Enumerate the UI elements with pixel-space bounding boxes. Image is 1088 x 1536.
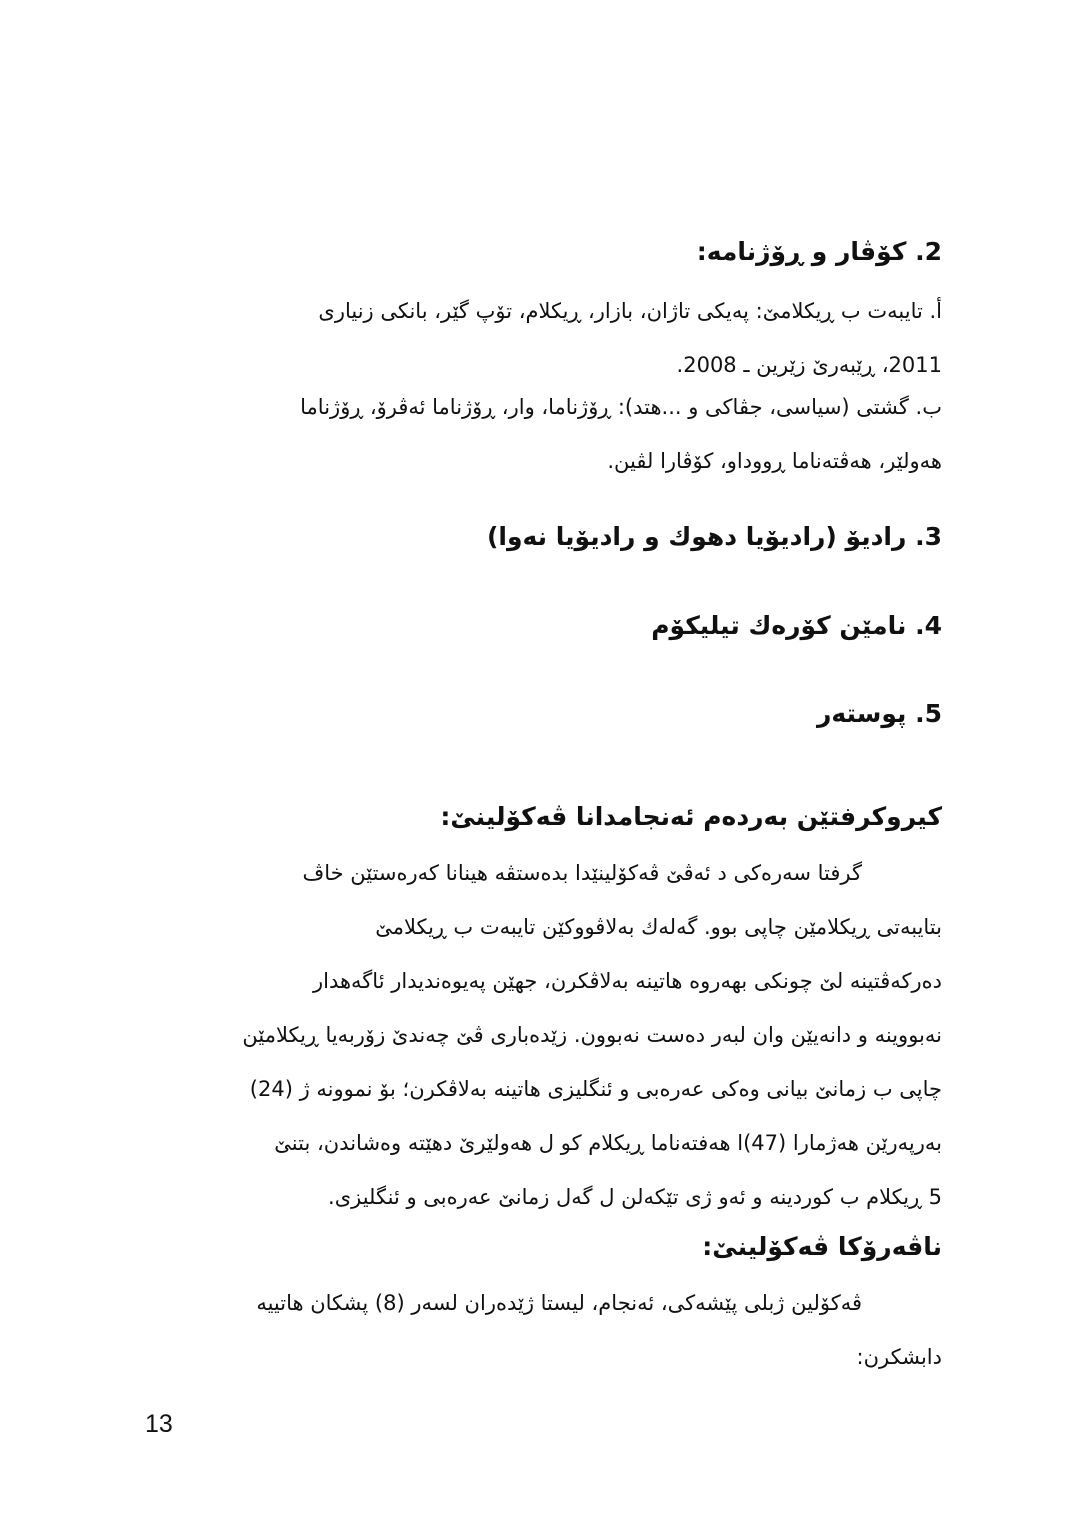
paragraph-line: چاپی ب زمانێ بیانی وەكی عەرەبی و ئنگلیزی هاتینە بەلاڤكرن؛ بۆ نموونە ژ (24) — [249, 1077, 942, 1101]
paragraph-line: گرفتا سەرەكی د ئەڤێ ڤەكۆلینێدا بدەستڤە هینانا كەرەستێن خاڤ — [302, 861, 862, 885]
section-4-heading: 4. نامێن كۆرەك تیلیكۆم — [651, 611, 942, 640]
item-a-line: أ. تایبەت ب ڕیکلامێ: پەیکی تاژان، بازار، ڕیکلام، تۆپ گێر، بانکی زنیاری — [318, 299, 942, 323]
item-a-line: 2011، ڕێبەرێ زێرین ـ 2008. — [676, 353, 942, 377]
structure-heading: ناڤەرۆكا ڤەكۆلینێ: — [702, 1232, 942, 1261]
section-2-item-a — [146, 284, 942, 392]
section-3-heading: 3. رادیۆ (رادیۆیا دهوك و رادیۆیا نەوا) — [486, 522, 942, 551]
section-2-heading: 2. كۆڤار و ڕۆژنامە: — [696, 237, 942, 266]
section-5-heading: 5. پوستەر — [816, 699, 942, 728]
item-b-line: ب. گشتی (سیاسی، جڤاکی و ...هتد): ڕۆژناما، وار، ڕۆژناما ئەڤرۆ، ڕۆژناما — [300, 395, 942, 419]
paragraph-line: بەرپەرێن هەژمارا (47)ا هەفتەناما ڕیكلام كو ل هەولێرێ دهێتە وەشاندن، بتنێ — [274, 1131, 942, 1155]
paragraph-line: 5 ڕیكلام ب كوردینە و ئەو ژی تێكەلن ل گەل زمانێ عەرەبی و ئنگلیزی. — [328, 1185, 942, 1209]
item-b-line: هەولێر، هەڤتەناما ڕووداو، کۆڤارا لڤین. — [607, 449, 942, 473]
paragraph-line: ڤەكۆلین ژبلی پێشەكی، ئەنجام، لیستا ژێدەران لسەر (8) پشكان هاتییە — [256, 1291, 862, 1315]
page-number: 13 — [145, 1410, 173, 1438]
problems-heading: كیروكرفتێن بەردەم ئەنجامدانا ڤەكۆلینێ: — [440, 802, 942, 831]
paragraph-line: بتایبەتی ڕیكلامێن چاپی بوو. گەلەك بەلاڤووكێن تایبەت ب ڕیكلامێ — [375, 915, 942, 939]
structure-paragraph — [146, 1276, 942, 1384]
problems-paragraph — [146, 846, 942, 1224]
paragraph-line: نەبووینە و دانەیێن وان لبەر دەست نەبوون. زێدەباری ڤێ چەندێ زۆربەیا ڕیكلامێن — [242, 1023, 942, 1047]
section-2-item-b — [146, 380, 942, 488]
paragraph-line: دەركەڤتینە لێ چونكی بهەروە هاتینە بەلاڤكرن، جهێن پەیوەندیدار ئاگەهدار — [312, 969, 942, 993]
paragraph-line: دابشكرن: — [856, 1345, 942, 1369]
